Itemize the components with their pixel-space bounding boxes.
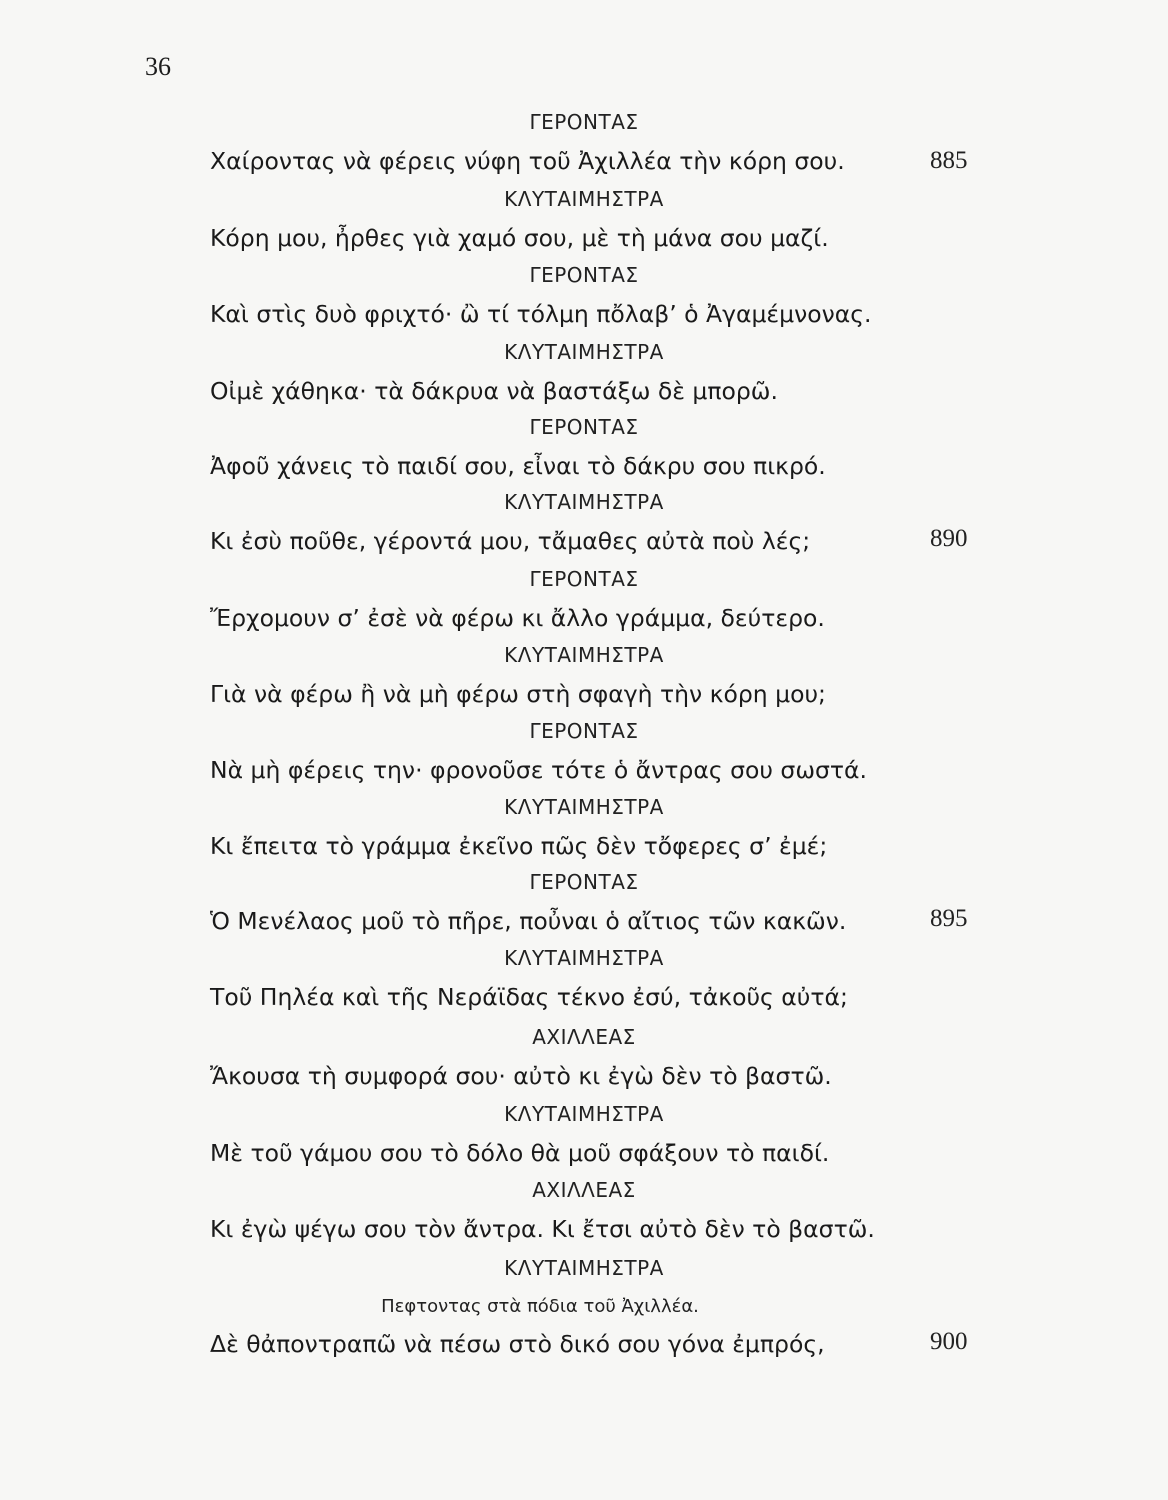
speaker-name: ΚΛΥΤΑΙΜΗΣΤΡΑ [504,795,664,819]
verse-line: Μὲ τοῦ γάμου σου τὸ δόλο θὰ μοῦ σφάξουν τὸ παιδί. [210,1139,830,1167]
verse-line: Δὲ θἀποντραπῶ νὰ πέσω στὸ δικό σου γόνα ἐμπρός, [210,1330,825,1358]
verse-line: Καὶ στὶς δυὸ φριχτό· ὢ τί τόλμη πὄλαβ’ ὁ Ἀγαμέμνονας. [210,300,872,328]
verse-line: Οἰμὲ χάθηκα· τὰ δάκρυα νὰ βαστάξω δὲ μπορῶ. [210,377,778,405]
speaker-name: ΑΧΙΛΛΕΑΣ [532,1178,636,1202]
speaker-name: ΚΛΥΤΑΙΜΗΣΤΡΑ [504,643,664,667]
verse-line: Γιὰ νὰ φέρω ἢ νὰ μὴ φέρω στὴ σφαγὴ τὴν κόρη μου; [210,680,826,708]
speaker-name: ΚΛΥΤΑΙΜΗΣΤΡΑ [504,946,664,970]
verse-line: Κι ἐγὼ ψέγω σου τὸν ἄντρα. Κι ἔτσι αὐτὸ δὲν τὸ βαστῶ. [210,1215,875,1243]
speaker-name: ΓΕΡΟΝΤΑΣ [529,415,639,439]
verse-line: Ἔρχομουν σ’ ἐσὲ νὰ φέρω κι ἄλλο γράμμα, δεύτερο. [210,604,825,632]
verse-line: Χαίροντας νὰ φέρεις νύφη τοῦ Ἀχιλλέα τὴν κόρη σου. [210,147,845,175]
speaker-name: ΓΕΡΟΝΤΑΣ [529,263,639,287]
verse-line: Τοῦ Πηλέα καὶ τῆς Νεράϊδας τέκνο ἐσύ, τἀκοῦς αὐτά; [210,983,848,1011]
line-number: 885 [930,147,968,174]
line-number: 890 [930,525,968,552]
line-number: 900 [930,1328,968,1355]
speaker-name: ΚΛΥΤΑΙΜΗΣΤΡΑ [504,187,664,211]
verse-line: Ἄκουσα τὴ συμφορά σου· αὐτὸ κι ἐγὼ δὲν τὸ βαστῶ. [210,1062,832,1090]
speaker-name: ΓΕΡΟΝΤΑΣ [529,110,639,134]
verse-line: Ἀφοῦ χάνεις τὸ παιδί σου, εἶναι τὸ δάκρυ σου πικρό. [210,452,826,480]
stage-direction: Πεφτοντας στὰ πόδια τοῦ Ἀχιλλέα. [381,1296,699,1317]
speaker-name: ΚΛΥΤΑΙΜΗΣΤΡΑ [504,1256,664,1280]
line-number: 895 [930,905,968,932]
speaker-name: ΓΕΡΟΝΤΑΣ [529,719,639,743]
verse-line: Κόρη μου, ἦρθες γιὰ χαμό σου, μὲ τὴ μάνα σου μαζί. [210,224,829,252]
speaker-name: ΓΕΡΟΝΤΑΣ [529,567,639,591]
page-number: 36 [145,52,171,81]
verse-line: Νὰ μὴ φέρεις την· φρονοῦσε τότε ὁ ἄντρας σου σωστά. [210,756,868,784]
speaker-name: ΚΛΥΤΑΙΜΗΣΤΡΑ [504,1102,664,1126]
speaker-name: ΚΛΥΤΑΙΜΗΣΤΡΑ [504,340,664,364]
speaker-name: ΑΧΙΛΛΕΑΣ [532,1025,636,1049]
speaker-name: ΚΛΥΤΑΙΜΗΣΤΡΑ [504,490,664,514]
verse-line: Ὁ Μενέλαος μοῦ τὸ πῆρε, ποὖναι ὁ αἴτιος τῶν κακῶν. [210,907,847,935]
speaker-name: ΓΕΡΟΝΤΑΣ [529,870,639,894]
verse-line: Κι ἔπειτα τὸ γράμμα ἐκεῖνο πῶς δὲν τὄφερες σ’ ἐμέ; [210,832,828,860]
verse-line: Κι ἐσὺ ποῦθε, γέροντά μου, τἄμαθες αὐτὰ ποὺ λές; [210,527,811,555]
